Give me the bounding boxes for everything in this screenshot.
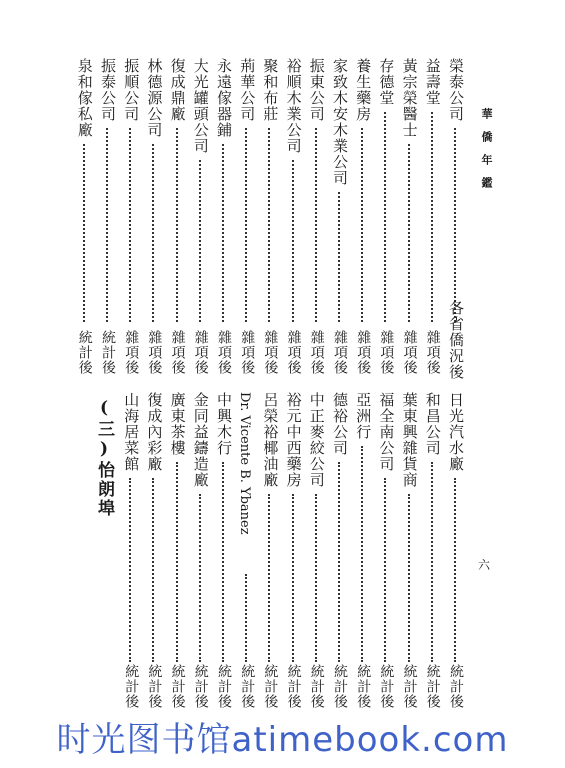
- upper-entry-note: 雜項後: [123, 330, 140, 375]
- upper-entry-name: 益壽堂: [423, 58, 442, 106]
- lower-entry-note: 統計後: [216, 664, 232, 709]
- upper-entry-note: 雜項後: [169, 330, 186, 375]
- lower-entry-note: 統計後: [239, 664, 256, 709]
- lower-entry-name: 亞洲行: [354, 392, 373, 440]
- lower-leader-dots: [222, 462, 226, 662]
- upper-entry-name: 振泰公司: [99, 58, 117, 122]
- lower-leader-dots: [176, 462, 180, 662]
- upper-entry-note: 雜項後: [378, 330, 395, 375]
- upper-entry-note: 雜項後: [239, 330, 256, 375]
- lower-entry-note: 統計後: [285, 664, 302, 709]
- upper-entry-note: 雜項後: [285, 330, 302, 375]
- lower-entry-note: 統計後: [424, 664, 441, 709]
- upper-entry-name: 林德源公司: [145, 58, 164, 138]
- lower-leader-dots: [384, 478, 388, 662]
- upper-entry-name: 荊華公司: [238, 58, 257, 122]
- lower-entry-name: Dr. Vicente B. Ybanez: [237, 392, 253, 535]
- upper-entry-name: 存德堂: [377, 58, 396, 106]
- upper-entry-name: 養生藥房: [354, 58, 373, 122]
- upper-entry-name: 振順公司: [122, 58, 141, 122]
- upper-entry-name: 榮泰公司: [447, 58, 465, 122]
- lower-leader-dots: [338, 462, 342, 662]
- upper-leader-dots: [361, 128, 365, 322]
- upper-entry-note: 雜項後: [424, 330, 441, 375]
- lower-entry-name: 復成內彩廠: [145, 392, 164, 472]
- lower-entry-note: 統計後: [378, 664, 395, 709]
- lower-entry-name: 葉東興雜貨商: [400, 392, 419, 488]
- upper-leader-dots: [199, 160, 203, 322]
- upper-entry-name: 永遠傢器鋪: [215, 58, 233, 138]
- lower-entry-note: 統計後: [192, 664, 209, 709]
- lower-entry-name: 金同益鑄造廠: [191, 392, 210, 488]
- upper-leader-dots: [454, 128, 458, 322]
- lower-entry-name: 中興木行: [215, 392, 233, 456]
- lower-leader-dots: [408, 494, 412, 662]
- lower-entry-name: 福全南公司: [377, 392, 396, 472]
- lower-entry-note: 統計後: [308, 664, 325, 709]
- lower-leader-dots: [292, 494, 296, 662]
- lower-leader-dots: [152, 478, 156, 662]
- upper-entry-note: 雜項後: [355, 330, 372, 375]
- lower-entry-note: 統計後: [169, 664, 186, 709]
- lower-leader-dots: [199, 494, 203, 662]
- upper-entry-note: 雜項後: [146, 330, 163, 375]
- upper-leader-dots: [245, 128, 249, 322]
- upper-entry-name: 裕順木業公司: [284, 58, 303, 154]
- upper-entry-name: 黃宗榮醫士: [400, 58, 419, 138]
- lower-leader-dots: [245, 574, 249, 662]
- page-number: 六: [478, 558, 491, 572]
- upper-leader-dots: [292, 160, 296, 322]
- upper-entry-name: 振東公司: [307, 58, 326, 122]
- upper-leader-dots: [222, 144, 226, 322]
- lower-entry-name: 中正麥絞公司: [307, 392, 326, 488]
- upper-entry-name: 泉和傢私廠: [75, 58, 94, 138]
- upper-leader-dots: [431, 112, 435, 322]
- lower-entry-name: 呂榮裕椰油廠: [261, 392, 280, 488]
- running-header-title: 華僑年鑑: [480, 108, 493, 200]
- watermark-footer: 时光图书馆atimebook.com: [0, 712, 565, 768]
- upper-entry-name: 復成鼎廠: [168, 58, 187, 122]
- lower-leader-dots: [129, 478, 133, 662]
- lower-entry-name: 和昌公司: [423, 392, 442, 456]
- lower-entry-note: 統計後: [332, 664, 348, 709]
- upper-entry-note: 統計後: [76, 330, 93, 375]
- upper-entry-note: 雜項後: [308, 330, 325, 375]
- upper-entry-note: 雜項後: [401, 330, 418, 375]
- upper-leader-dots: [315, 128, 319, 322]
- lower-leader-dots: [431, 462, 435, 662]
- upper-entry-note: 統計後: [100, 330, 116, 375]
- upper-entry-name: 聚和布莊: [261, 58, 280, 122]
- lower-entry-name: 德裕公司: [331, 392, 349, 456]
- upper-entry-name: 大光罐頭公司: [191, 58, 210, 154]
- section-title-iloilo: (三)怡朗埠: [94, 398, 114, 518]
- upper-entry-name: 家致木安木業公司: [331, 58, 349, 186]
- upper-section-heading: 各省僑況後: [447, 300, 465, 380]
- lower-entry-note: 統計後: [123, 664, 140, 709]
- upper-leader-dots: [408, 144, 412, 322]
- lower-leader-dots: [268, 494, 272, 662]
- lower-leader-dots: [454, 478, 458, 662]
- lower-entry-note: 統計後: [262, 664, 279, 709]
- lower-entry-name: 山海居菜館: [122, 392, 141, 472]
- upper-leader-dots: [106, 128, 110, 322]
- upper-leader-dots: [176, 128, 180, 322]
- lower-entry-name: 廣東茶樓: [168, 392, 187, 456]
- upper-leader-dots: [152, 144, 156, 322]
- upper-leader-dots: [338, 192, 342, 322]
- upper-leader-dots: [384, 112, 388, 322]
- lower-entry-name: 裕元中西藥房: [284, 392, 303, 488]
- lower-leader-dots: [361, 446, 365, 662]
- lower-entry-note: 統計後: [355, 664, 372, 709]
- lower-entry-note: 統計後: [448, 664, 464, 709]
- lower-entry-note: 統計後: [146, 664, 163, 709]
- upper-entry-note: 雜項後: [192, 330, 209, 375]
- upper-leader-dots: [268, 128, 272, 322]
- lower-entry-name: 日光汽水廠: [447, 392, 465, 472]
- upper-entry-note: 雜項後: [262, 330, 279, 375]
- upper-leader-dots: [129, 128, 133, 322]
- lower-leader-dots: [315, 494, 319, 662]
- upper-leader-dots: [83, 144, 87, 322]
- lower-entry-note: 統計後: [401, 664, 418, 709]
- upper-entry-note: 雜項後: [332, 330, 348, 375]
- upper-entry-note: 雜項後: [216, 330, 232, 375]
